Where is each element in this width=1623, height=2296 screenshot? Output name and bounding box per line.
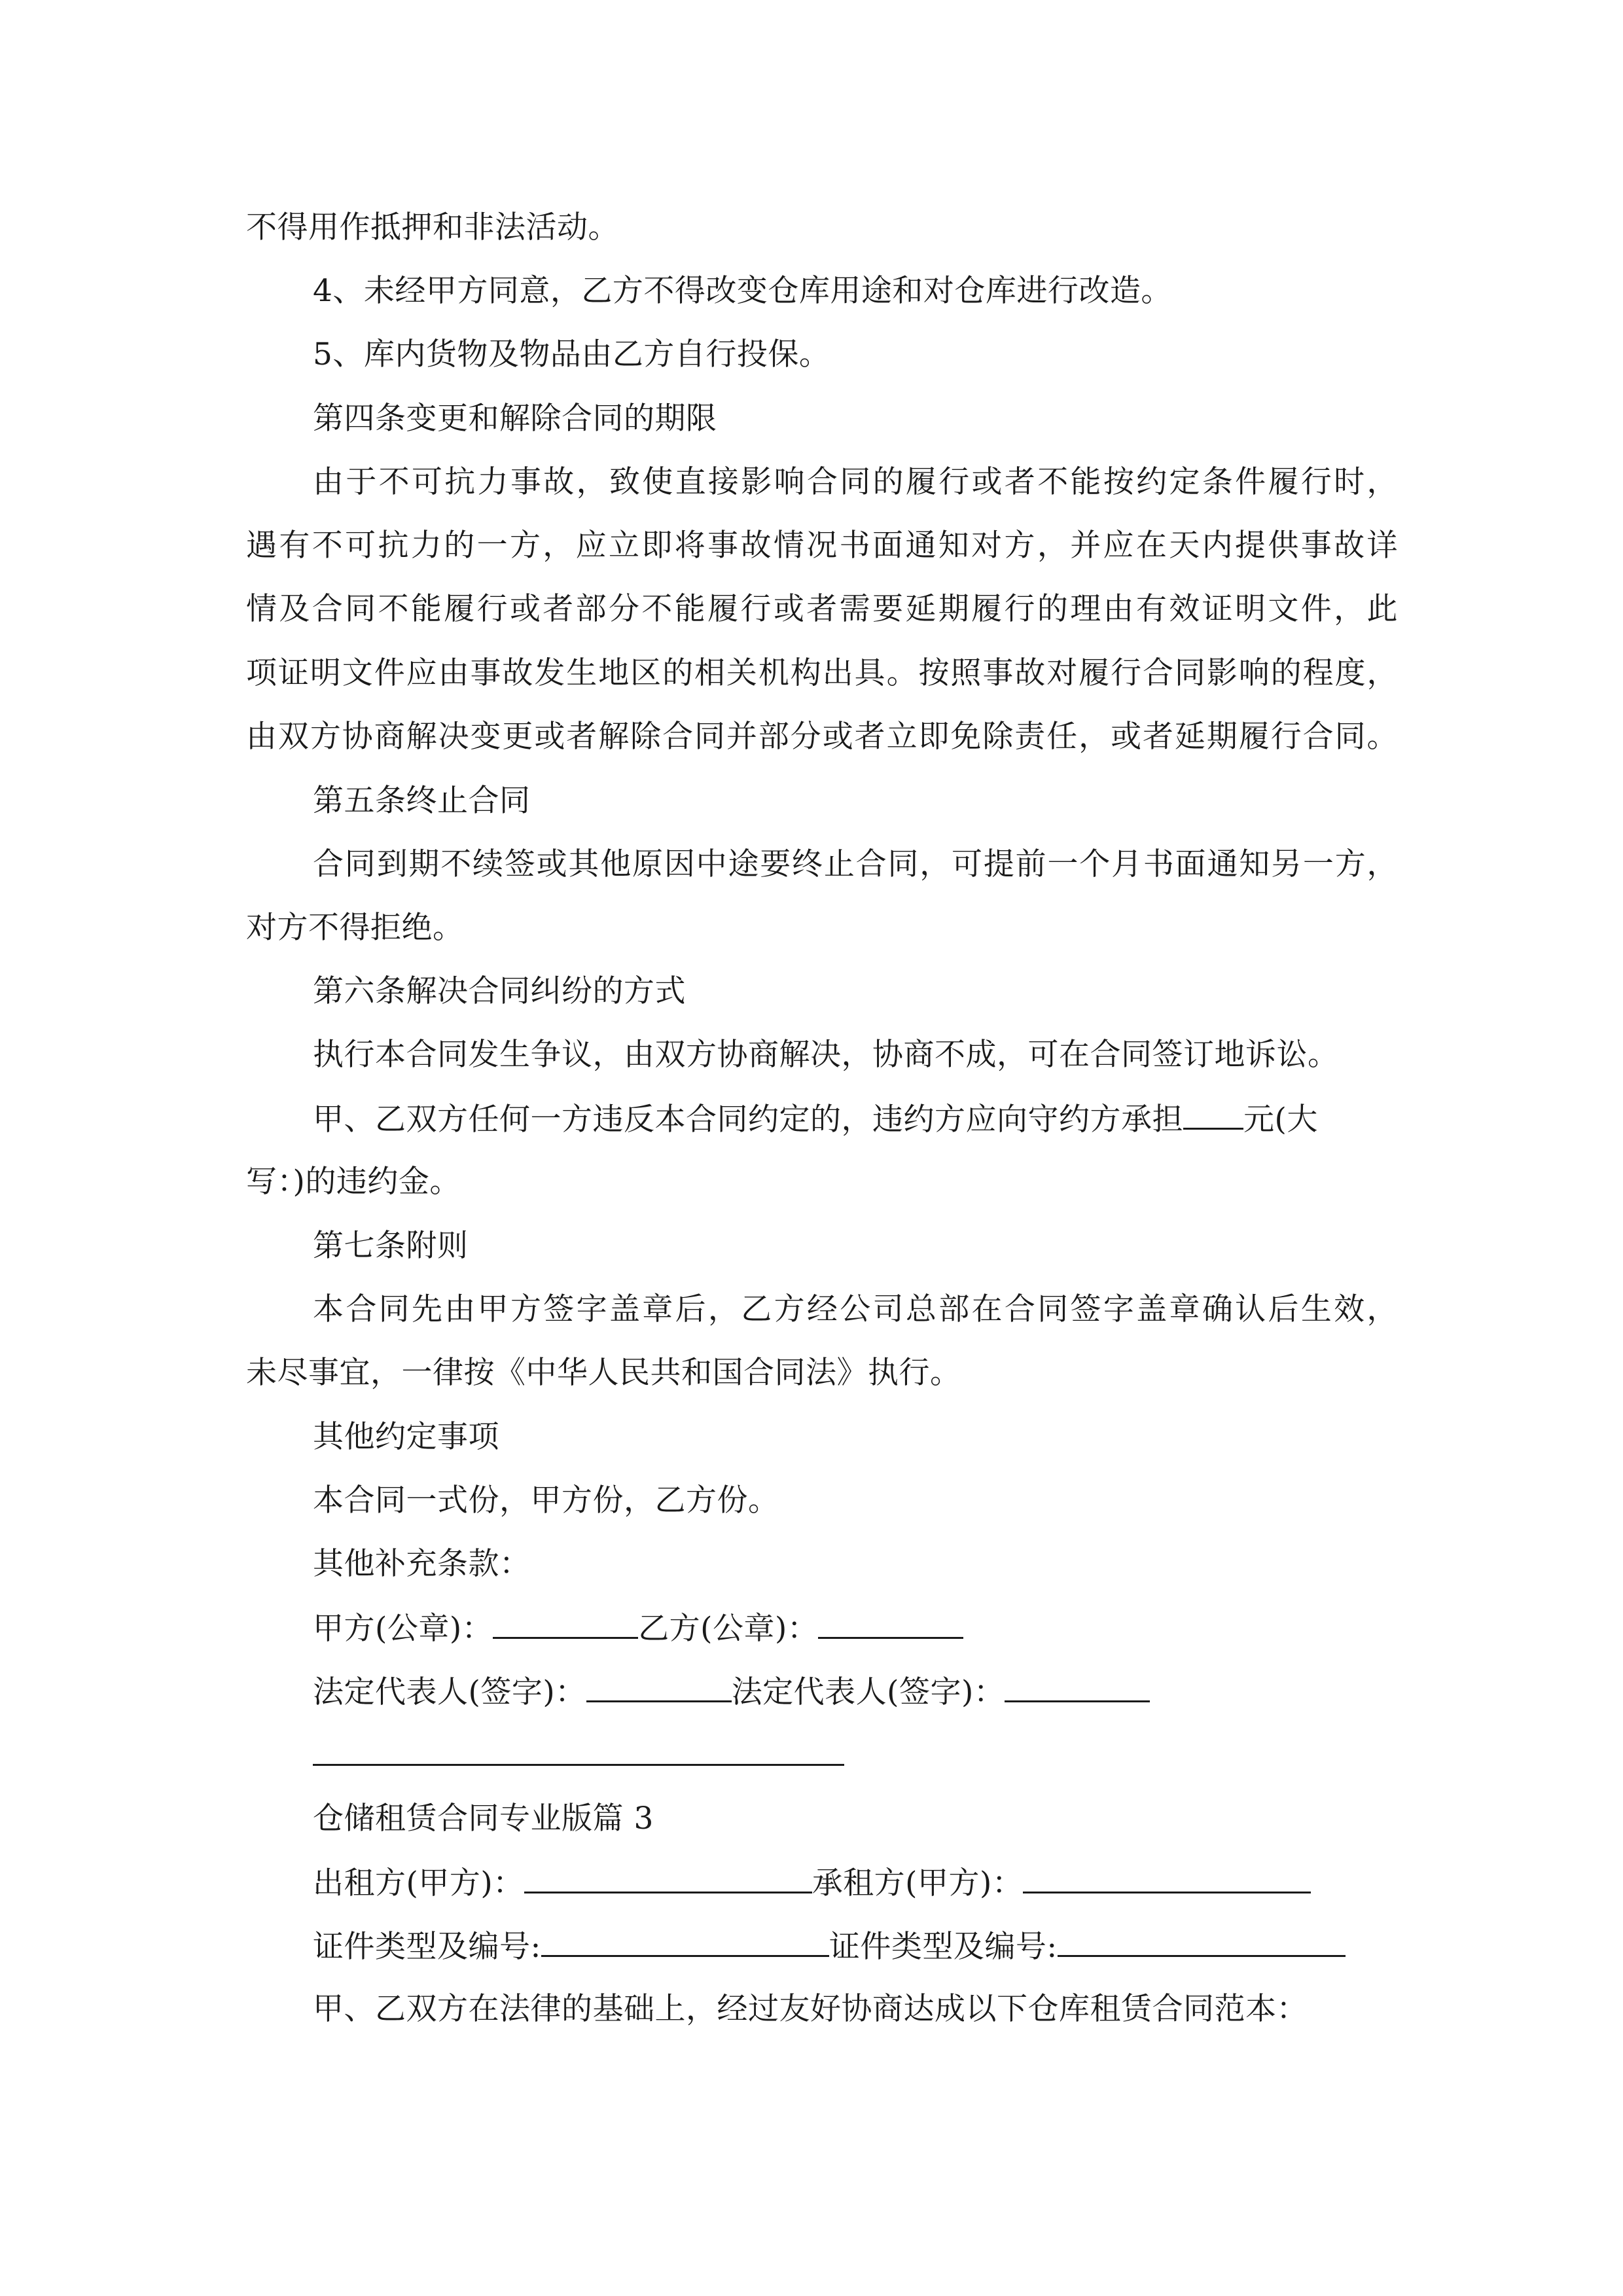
penalty-unit-text: 元(大 bbox=[1243, 1102, 1318, 1138]
day-blank-b bbox=[784, 1735, 844, 1766]
paragraph-line: 写：)的违约金。 bbox=[246, 1164, 461, 1200]
penalty-text: 甲、乙双方任何一方违反本合同约定的，违约方应向守约方承担 bbox=[313, 1102, 1183, 1138]
party-a-rep-label: 法定代表人(签字)： bbox=[313, 1674, 586, 1710]
party-b-rep-blank bbox=[1005, 1672, 1150, 1702]
section-heading-article-7: 第七条附则 bbox=[313, 1228, 469, 1264]
paragraph-line: 未尽事宜，一律按《中华人民共和国合同法》执行。 bbox=[246, 1355, 961, 1391]
party-a-seal-blank bbox=[493, 1608, 638, 1639]
paragraph-line: 遇有不可抗力的一方，应立即将事故情况书面通知对方，并应在天内提供事故详 bbox=[246, 528, 1398, 564]
paragraph-line: 执行本合同发生争议，由双方协商解决，协商不成，可在合同签订地诉讼。 bbox=[313, 1037, 1339, 1073]
date-line bbox=[313, 1735, 1465, 1776]
lessor-id-label: 证件类型及编号: bbox=[313, 1929, 541, 1965]
paragraph-line: 其他补充条款： bbox=[313, 1546, 531, 1582]
paragraph-line: 对方不得拒绝。 bbox=[246, 910, 464, 946]
signature-line bbox=[313, 1672, 1465, 1712]
paragraph-line: 不得用作抵押和非法活动。 bbox=[246, 209, 619, 245]
paragraph-line: 项证明文件应由事故发生地区的相关机构出具。按照事故对履行合同影响的程度， bbox=[246, 655, 1398, 691]
month-blank-a bbox=[458, 1735, 518, 1766]
clause-4: 4、未经甲方同意，乙方不得改变仓库用途和对仓库进行改造。 bbox=[313, 273, 1172, 309]
year-blank-a bbox=[313, 1735, 458, 1766]
paragraph-line: 由双方协商解决变更或者解除合同并部分或者立即免除责任，或者延期履行合同。 bbox=[246, 719, 1398, 755]
paragraph-line: 由于不可抗力事故，致使直接影响合同的履行或者不能按约定条件履行时， bbox=[313, 464, 1398, 500]
day-blank-a bbox=[518, 1735, 579, 1766]
paragraph-line: 情及合同不能履行或者部分不能履行或者需要延期履行的理由有效证明文件，此 bbox=[246, 591, 1398, 627]
year-blank-b bbox=[579, 1735, 724, 1766]
month-blank-b bbox=[724, 1735, 784, 1766]
lessor-id-blank bbox=[541, 1926, 829, 1957]
section-heading-article-6: 第六条解决合同纠纷的方式 bbox=[313, 973, 686, 1009]
party-b-seal-blank bbox=[818, 1608, 963, 1639]
paragraph-line-penalty bbox=[313, 1099, 1465, 1139]
paragraph-line: 本合同先由甲方签字盖章后，乙方经公司总部在合同签字盖章确认后生效， bbox=[313, 1291, 1398, 1327]
paragraph-line: 甲、乙双方在法律的基础上，经过友好协商达成以下仓库租赁合同范本： bbox=[313, 1991, 1308, 2027]
contract-title-part-3: 仓储租赁合同专业版篇 3 bbox=[313, 1801, 654, 1837]
id-line bbox=[313, 1926, 1465, 1967]
party-b-seal-label: 乙方(公章)： bbox=[638, 1611, 819, 1647]
lessor-blank bbox=[524, 1863, 812, 1893]
lessee-blank bbox=[1023, 1863, 1311, 1893]
paragraph-line: 合同到期不续签或其他原因中途要终止合同，可提前一个月书面通知另一方， bbox=[313, 846, 1398, 882]
party-a-seal-label: 甲方(公章)： bbox=[313, 1611, 493, 1647]
lessee-label: 承租方(甲方)： bbox=[812, 1865, 1024, 1901]
clause-5: 5、库内货物及物品由乙方自行投保。 bbox=[313, 336, 830, 372]
section-heading-article-5: 第五条终止合同 bbox=[313, 783, 531, 819]
party-a-rep-blank bbox=[586, 1672, 732, 1702]
paragraph-line: 本合同一式份，甲方份，乙方份。 bbox=[313, 1482, 779, 1518]
parties-line bbox=[313, 1863, 1465, 1903]
section-heading-other: 其他约定事项 bbox=[313, 1419, 499, 1455]
amount-blank bbox=[1183, 1099, 1243, 1130]
lessor-label: 出租方(甲方)： bbox=[313, 1865, 524, 1901]
party-b-rep-label: 法定代表人(签字)： bbox=[731, 1674, 1005, 1710]
lessee-id-blank bbox=[1058, 1926, 1346, 1957]
seal-line bbox=[313, 1608, 1465, 1649]
lessee-id-label: 证件类型及编号: bbox=[829, 1929, 1058, 1965]
section-heading-article-4: 第四条变更和解除合同的期限 bbox=[313, 401, 717, 437]
